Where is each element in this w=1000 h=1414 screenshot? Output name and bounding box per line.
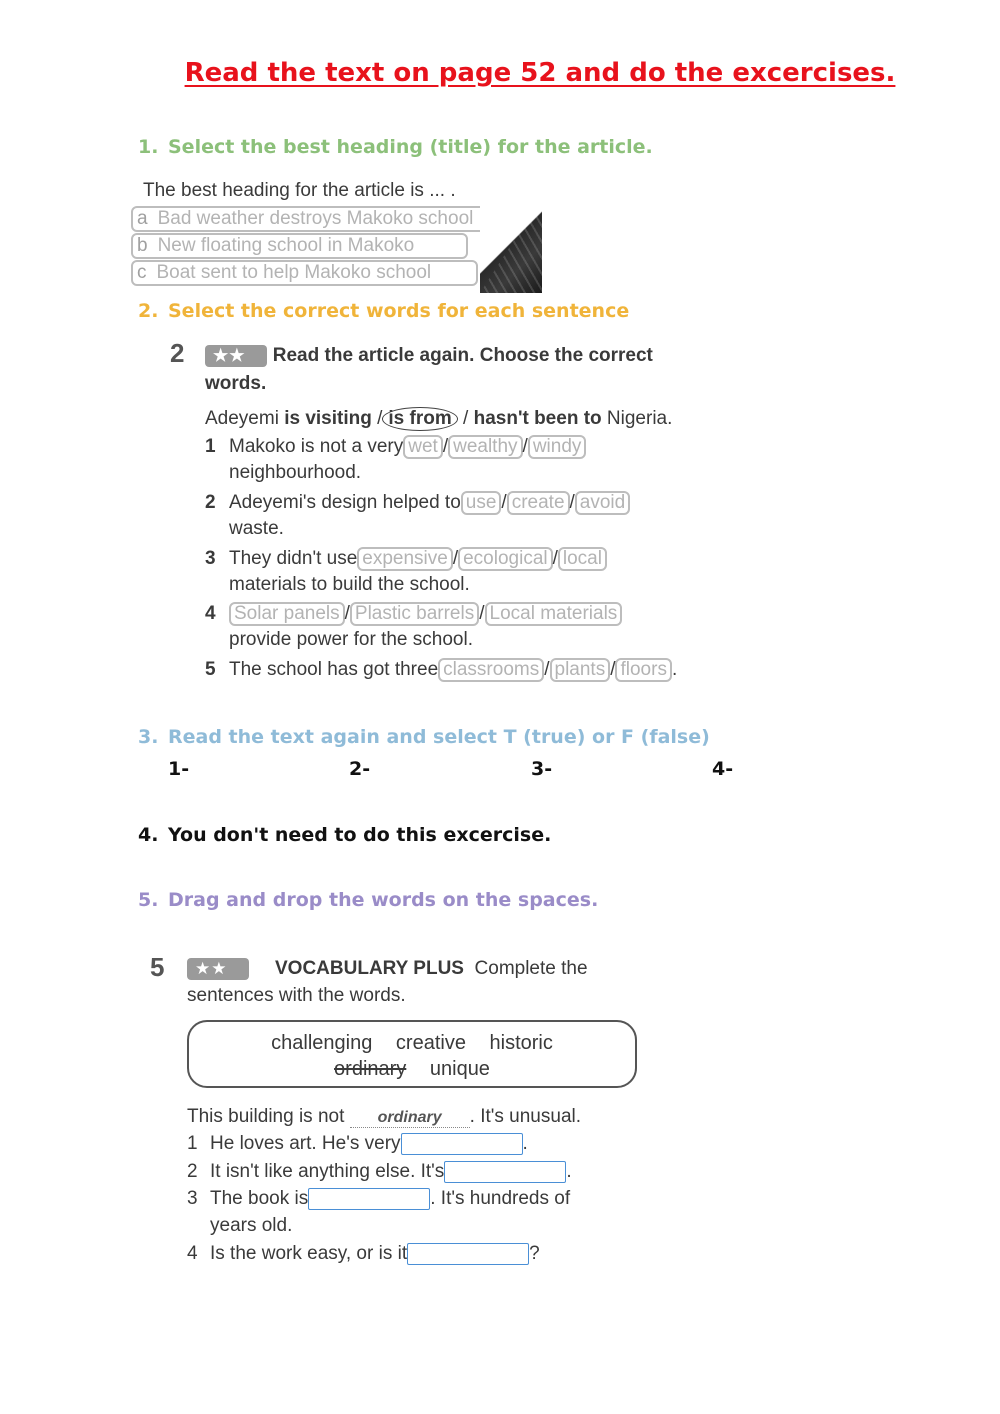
example-answer: ordinary xyxy=(350,1109,470,1128)
word-option[interactable]: expensive xyxy=(357,547,453,571)
drop-zone[interactable] xyxy=(444,1161,566,1183)
word-chip-used: ordinary xyxy=(334,1058,407,1080)
word-option[interactable]: windy xyxy=(528,435,587,459)
word-chip[interactable]: unique xyxy=(429,1058,490,1080)
question-2-heading xyxy=(138,300,629,322)
true-false-item-3[interactable]: 3- xyxy=(531,758,553,780)
word-option[interactable]: wet xyxy=(403,435,443,459)
question-text: Drag and drop the words on the spaces. xyxy=(168,889,599,911)
heading-option-c[interactable]: c Boat sent to help Makoko school xyxy=(131,260,478,286)
sentence-item: 5 The school has got three classrooms / plants / floors . xyxy=(205,659,678,680)
question-3-heading xyxy=(138,726,710,748)
fill-sentence: 2 It isn't like anything else. It's . xyxy=(187,1161,572,1183)
true-false-item-4[interactable]: 4- xyxy=(712,758,734,780)
article-photo-fragment xyxy=(480,197,542,293)
sentence-item: 1 Makoko is not a very wet / wealthy / windy xyxy=(205,435,586,459)
exercise-instruction: VOCABULARY PLUS Complete the xyxy=(275,958,588,979)
word-option[interactable]: avoid xyxy=(575,491,630,515)
heading-option-b[interactable]: b New floating school in Makoko xyxy=(131,233,468,259)
question-number: 4. xyxy=(138,824,159,846)
word-option[interactable]: create xyxy=(507,491,570,515)
question-text: Select the correct words for each sentence xyxy=(168,300,630,322)
sentence-continuation: waste. xyxy=(229,518,284,539)
word-option[interactable]: Solar panels xyxy=(229,602,345,626)
exercise-instruction-line2: words. xyxy=(205,373,267,394)
sentence-item: 4 Solar panels / Plastic barrels / Local materials xyxy=(205,602,622,626)
drop-zone[interactable] xyxy=(308,1188,430,1210)
word-option[interactable]: classrooms xyxy=(438,658,544,682)
word-option[interactable]: Plastic barrels xyxy=(350,602,479,626)
drop-zone[interactable] xyxy=(401,1133,523,1155)
sentence-continuation: years old. xyxy=(210,1215,293,1236)
question-number: 1. xyxy=(138,136,159,158)
question-4-heading xyxy=(138,824,551,846)
exercise-instruction-line2: sentences with the words. xyxy=(187,985,406,1006)
page-title: Read the text on page 52 and do the excercises. xyxy=(184,58,896,88)
word-chip[interactable]: historic xyxy=(489,1032,553,1054)
sentence-item: 2 Adeyemi's design helped to use / create / avoid xyxy=(205,491,630,515)
drop-zone[interactable] xyxy=(407,1243,529,1265)
word-chip[interactable]: challenging xyxy=(271,1032,373,1054)
sentence-continuation: materials to build the school. xyxy=(229,574,470,595)
word-option[interactable]: local xyxy=(558,547,607,571)
exercise-instruction: ★★ Read the article again. Choose the correct xyxy=(205,345,653,367)
exercise-number: 2 xyxy=(170,338,185,368)
word-option[interactable]: wealthy xyxy=(448,435,522,459)
sentence-continuation: neighbourhood. xyxy=(229,462,362,483)
question-text: You don't need to do this excercise. xyxy=(168,824,552,846)
example-sentence: This building is not ordinary . It's unusual. xyxy=(187,1106,582,1127)
question-text: Select the best heading (title) for the article. xyxy=(168,136,653,158)
word-option[interactable]: use xyxy=(461,491,502,515)
difficulty-stars: ★★ xyxy=(187,958,249,980)
sentence-continuation: provide power for the school. xyxy=(229,629,473,650)
true-false-item-1[interactable]: 1- xyxy=(168,758,190,780)
question-number: 2. xyxy=(138,300,159,322)
example-answer-circle: is from xyxy=(382,407,457,431)
heading-intro: The best heading for the article is ... . xyxy=(143,180,456,201)
difficulty-stars: ★★ xyxy=(205,345,267,367)
true-false-item-2[interactable]: 2- xyxy=(349,758,371,780)
question-1-heading xyxy=(138,136,653,158)
question-number: 5. xyxy=(138,889,159,911)
heading-option-a[interactable]: a Bad weather destroys Makoko school xyxy=(131,206,517,232)
question-number: 3. xyxy=(138,726,159,748)
word-option[interactable]: plants xyxy=(550,658,611,682)
difficulty-stars-wrap xyxy=(187,958,249,980)
word-bank xyxy=(187,1020,637,1088)
fill-sentence: 1 He loves art. He's very . xyxy=(187,1133,528,1155)
question-text: Read the text again and select T (true) or F (false) xyxy=(168,726,710,748)
word-chip[interactable]: creative xyxy=(395,1032,466,1054)
example-sentence: Adeyemi is visiting / is from / hasn't been to Nigeria. xyxy=(205,408,673,429)
exercise-number: 5 xyxy=(150,952,165,982)
fill-sentence: 3 The book is . It's hundreds of xyxy=(187,1188,571,1210)
sentence-item: 3 They didn't use expensive / ecological / local xyxy=(205,547,607,571)
fill-sentence: 4 Is the work easy, or is it ? xyxy=(187,1243,540,1265)
word-option[interactable]: floors xyxy=(615,658,671,682)
word-option[interactable]: ecological xyxy=(458,547,553,571)
question-5-heading xyxy=(138,889,598,911)
word-option[interactable]: Local materials xyxy=(485,602,623,626)
